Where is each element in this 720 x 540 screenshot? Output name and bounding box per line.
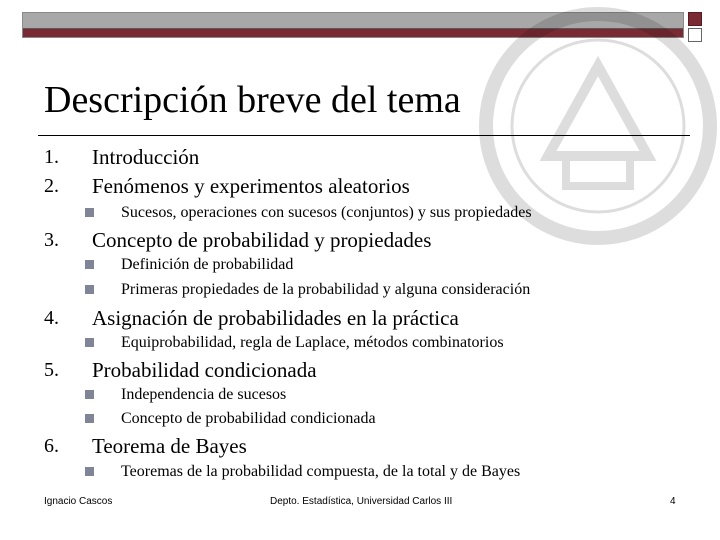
sub-item-text: Independencia de sucesos — [121, 386, 287, 403]
item-text: Asignación de probabilidades en la práctica — [92, 306, 459, 330]
item-number: 3. — [44, 229, 59, 251]
sub-item-text: Teoremas de la probabilidad compuesta, de la total y de Bayes — [121, 463, 521, 480]
item-text: Probabilidad condicionada — [92, 358, 317, 382]
square-bullet-icon — [85, 260, 94, 269]
item-number: 2. — [44, 175, 59, 197]
item-number: 6. — [44, 435, 59, 457]
square-bullet-icon — [85, 208, 94, 217]
item-text: Fenómenos y experimentos aleatorios — [92, 174, 410, 198]
item-number: 1. — [44, 146, 59, 168]
square-bullet-icon — [85, 285, 94, 294]
sub-item-text: Sucesos, operaciones con sucesos (conjuntos) y sus propiedades — [121, 204, 532, 221]
item-text: Teorema de Bayes — [92, 434, 247, 458]
square-bullet-icon — [85, 390, 94, 399]
footer-department: Depto. Estadística, Universidad Carlos III — [270, 496, 453, 507]
sub-item-text: Definición de probabilidad — [121, 256, 294, 273]
item-number: 5. — [44, 359, 59, 381]
page-number: 4 — [670, 496, 676, 507]
slide-title: Descripción breve del tema — [44, 79, 461, 121]
footer-author: Ignacio Cascos — [44, 496, 113, 507]
sub-item-text: Equiprobabilidad, regla de Laplace, métodos combinatorios — [121, 334, 504, 351]
sub-item-text: Primeras propiedades de la probabilidad y alguna consideración — [121, 281, 531, 298]
sub-item-text: Concepto de probabilidad condicionada — [121, 410, 376, 427]
square-bullet-icon — [85, 338, 94, 347]
square-bullet-icon — [85, 414, 94, 423]
item-text: Introducción — [92, 145, 200, 169]
item-number: 4. — [44, 307, 59, 329]
item-text: Concepto de probabilidad y propiedades — [92, 228, 432, 252]
square-bullet-icon — [85, 467, 94, 476]
